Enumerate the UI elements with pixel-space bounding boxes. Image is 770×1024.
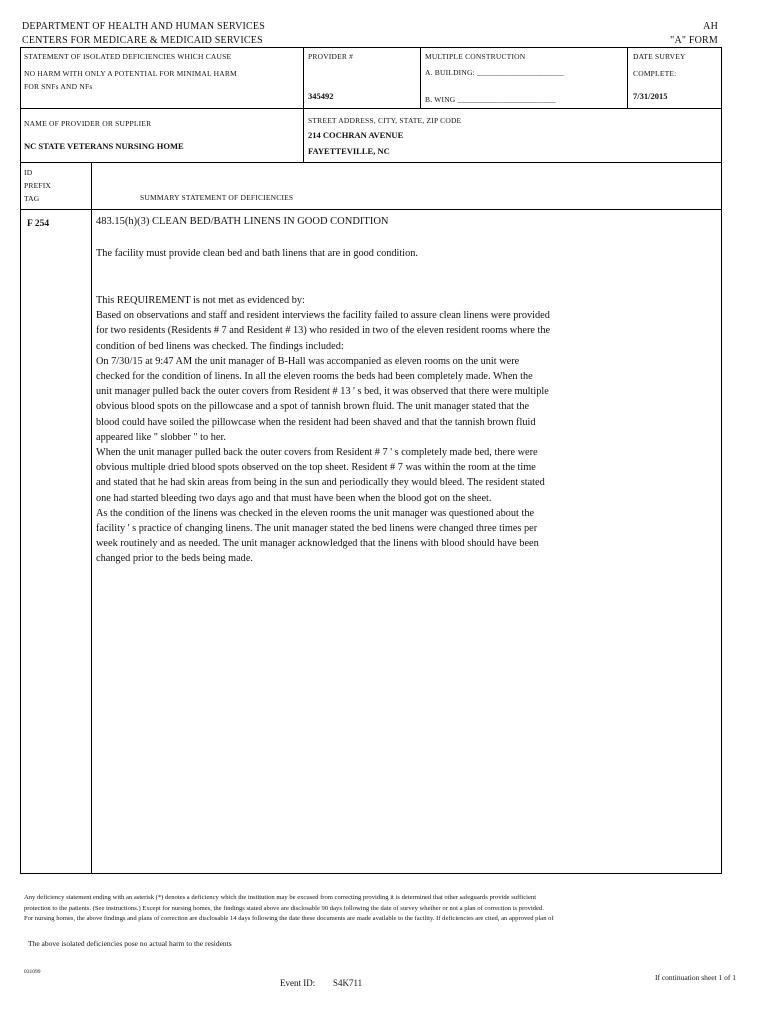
provider-number-value: 345492	[308, 91, 334, 101]
tag-label: TAG	[24, 194, 40, 203]
survey-date-value: 7/31/2015	[633, 91, 668, 101]
finding-line: As the condition of the linens was checked in the eleven rooms the unit manager was questioned about the	[96, 507, 535, 519]
provider-number-label: PROVIDER #	[308, 52, 354, 61]
address-label: STREET ADDRESS, CITY, STATE, ZIP CODE	[308, 116, 462, 125]
finding-line: appeared like " slobber " to her.	[96, 431, 226, 443]
finding-line: one had started bleeding two days ago and that must have been when the blood got on the sheet.	[96, 492, 492, 504]
form-code-ah: AH	[703, 21, 718, 32]
address-line-1: 214 COCHRAN AVENUE	[308, 130, 404, 140]
wing-field: B. WING _________________________	[425, 95, 557, 104]
finding-line: Based on observations and staff and resident interviews the facility failed to assure clean linens were provided	[96, 310, 550, 322]
id-label: ID	[24, 168, 33, 177]
summary-label: SUMMARY STATEMENT OF DEFICIENCIES	[140, 193, 294, 202]
table-header	[20, 162, 722, 210]
complete-label: COMPLETE:	[633, 69, 677, 78]
provider-name-value: NC STATE VETERANS NURSING HOME	[24, 141, 184, 151]
deficiency-findings	[96, 293, 716, 567]
finding-line: On 7/30/15 at 9:47 AM the unit manager of B-Hall was accompanied as eleven rooms on the unit were	[96, 355, 520, 367]
finding-line: blood could have soiled the pillowcase when the resident had been shaved and that the tannish brown fluid	[96, 416, 536, 428]
disclaimer	[24, 893, 724, 925]
finding-line: and stated that he had skin areas from being in the sun and periodically they would bleed. The resident stated	[96, 477, 545, 489]
statement-label: STATEMENT OF ISOLATED DEFICIENCIES WHICH CAUSE	[24, 52, 232, 61]
form-type: "A" FORM	[670, 35, 718, 46]
department-heading: DEPARTMENT OF HEALTH AND HUMAN SERVICES	[22, 21, 266, 32]
deficiency-tag: F 254	[27, 219, 50, 229]
address-line-2: FAYETTEVILLE, NC	[308, 146, 390, 156]
provider-name-label: NAME OF PROVIDER OR SUPPLIER	[24, 119, 152, 128]
finding-line: checked for the condition of linens. In all the eleven rooms the beds had been completely made. When the	[96, 371, 533, 383]
finding-line: obvious multiple dried blood spots observed on the top sheet. Resident # 7 was within the room at the time	[96, 462, 536, 474]
finding-line: This REQUIREMENT is not met as evidenced by:	[96, 295, 305, 306]
finding-line: unit manager pulled back the outer covers from Resident # 13 ' s bed, it was observed that there were multiple	[96, 386, 549, 398]
finding-line: obvious blood spots on the pillowcase and a spot of tannish brown fluid. The unit manager stated that the	[96, 401, 530, 413]
finding-line: changed prior to the beds being made.	[96, 553, 253, 565]
statement-label-3: FOR SNFs AND NFs	[24, 82, 93, 91]
cms-heading: CENTERS FOR MEDICARE & MEDICAID SERVICES	[22, 35, 263, 46]
multiple-construction-label: MULTIPLE CONSTRUCTION	[425, 52, 526, 61]
event-id-value: S4K711	[333, 978, 363, 988]
continuation-sheet: If continuation sheet 1 of 1	[654, 973, 736, 982]
disclaimer-line: Any deficiency statement ending with an asterisk (*) denotes a deficiency which the institution may be excused from correcting providing it is determined that other safeguards provide sufficient	[24, 894, 537, 901]
deficiency-requirement: The facility must provide clean bed and bath linens that are in good condition.	[96, 248, 418, 259]
prefix-label: PREFIX	[24, 181, 52, 190]
finding-line: condition of bed linens was checked. The findings included:	[96, 340, 344, 352]
isolated-harm-note: The above isolated deficiencies pose no actual harm to the residents	[28, 939, 232, 948]
form-code: 031099	[24, 969, 41, 975]
finding-line: for two residents (Residents # 7 and Resident # 13) who resided in two of the eleven resident rooms where the	[96, 325, 551, 337]
finding-line: facility ' s practice of changing linens. The unit manager stated the bed linens were changed three times per	[96, 523, 538, 535]
finding-line: When the unit manager pulled back the outer covers from Resident # 7 ' s completely made bed, there were	[96, 447, 538, 459]
event-id-label: Event ID:	[280, 978, 316, 988]
statement-label-2: NO HARM WITH ONLY A POTENTIAL FOR MINIMAL HARM	[24, 69, 237, 78]
disclaimer-line: protection to the patients. (See instructions.) Except for nursing homes, the findings stated above are disclosable 90 days following the date of survey whether or not a plan of correction is provided.	[24, 904, 544, 912]
date-survey-label: DATE SURVEY	[633, 52, 686, 61]
disclaimer-line: For nursing homes, the above findings and plans of correction are disclosable 14 days following the date these documents are made available to the facility. If deficiencies are cited, an approved plan of	[24, 915, 554, 922]
deficiency-title: 483.15(h)(3) CLEAN BED/BATH LINENS IN GOOD CONDITION	[96, 216, 389, 227]
finding-line: week routinely and as needed. The unit manager acknowledged that the linens with blood should have been	[96, 538, 539, 550]
building-field: A. BUILDING: ______________________	[425, 68, 564, 77]
